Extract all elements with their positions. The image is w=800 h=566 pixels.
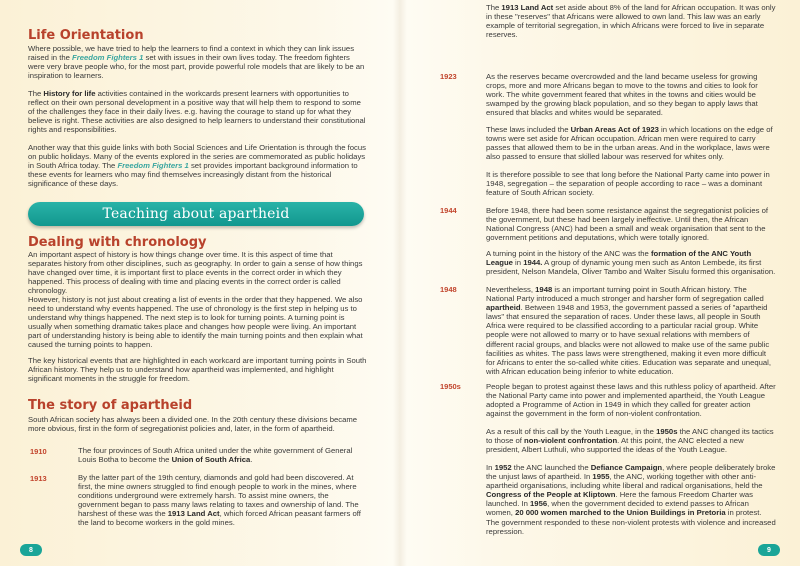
page-number-right: 9 bbox=[758, 544, 780, 556]
life-paragraph-3: Another way that this guide links with both Social Sciences and Life Orientation is through the focus on public holidays. Many of the events explored in the series are commemorated as public holidays in South Africa today. The Freedom Fighters 1 set provides important background information to these events for learners who may find themselves increasingly distant from the historical significance of these days. bbox=[28, 143, 367, 189]
right-page bbox=[400, 0, 800, 566]
chronology-paragraph-1: An important aspect of history is how things change over time. It is this aspect of time that separates history from other disciplines, such as geography. In order to gain a sense of how things have changed over time, it is important first to place events in the correct order in which they happened. This process of dealing with time and placing events in the correct order is called chronology. bbox=[28, 250, 363, 296]
life-paragraph-1: Where possible, we have tried to help the learners to find a context in which they can link issues raised in the Freedom Fighters 1 set with issues in their own lives today. The freedom fighters were very brave people who, for the most part, provide powerful role models that are likely to be an inspiration to learners. bbox=[28, 44, 365, 81]
chronology-paragraph-2: However, history is not just about creating a list of events in the order that they happened. We also need to understand why events happened. The use of chronology is the first step in helping us to understand why things happened. The next step is to look for turning points. A turning point is usually when something dramatic takes place and changes how people were living. An important part of understanding history is being able to identify the main turning points and then explain what caused the turning points to happen. bbox=[28, 295, 363, 350]
year-1948: 1948 bbox=[440, 285, 457, 294]
year-1923: 1923 bbox=[440, 72, 457, 81]
text-1948: Nevertheless, 1948 is an important turning point in South African history. The National Party introduced a much stronger and harsher form of segregation called apartheid. Between 1948 and 1953, the government passed a series of "apartheid laws" that ensured the separation of races. Under these laws, all people in South Africa were required to be classified according to a particular racial group. White people were not allowed to marry or to have sexual relations with members of different racial groups, and blacks were not allowed to make use of the same public facilities as whites. The pass laws were strengthened, making it even more difficult for Africans to enter the so-called white cities. Education was separate and unequal, with African education being inferior to white education. bbox=[486, 285, 772, 376]
life-orientation-heading: Life Orientation bbox=[28, 28, 144, 43]
year-1910: 1910 bbox=[30, 447, 47, 456]
text-1944-p1: Before 1948, there had been some resistance against the segregationist policies of the government, but these had been largely ineffective. Until then, the African National Congress (ANC) had been a small and weak organisation that sent to the government petitions and deputations, which were totally ignored. bbox=[486, 206, 769, 243]
text-1923-p3: It is therefore possible to see that long before the National Party came into power in 1948, segregation – the separation of people according to race – was a dominant feature of South African society. bbox=[486, 170, 770, 198]
text-1910: The four provinces of South Africa united under the white government of General Louis Botha to become the Union of South Africa. bbox=[78, 446, 353, 465]
text-1923-p1: As the reserves became overcrowded and the land became useless for growing crops, more and more Africans began to move to the towns and cities to look for work. The white government feared that whites in the towns and cities would be swamped by the growing black population, and so they began to apply laws that ensured that blacks and whites would be separated. bbox=[486, 72, 758, 118]
text-1913: By the latter part of the 19th century, diamonds and gold had been discovered. At first, the mine owners struggled to find enough people to work in the mines, where conditions underground were extremely harsh. To assist mine owners, the government began to pass many laws relating to taxes and ownership of land. The harshest of these was the 1913 Land Act, which forced African peasant farmers off the land to become workers in the gold mines. bbox=[78, 473, 361, 528]
chronology-heading: Dealing with chronology bbox=[28, 235, 207, 250]
year-1950s: 1950s bbox=[440, 382, 461, 391]
life-paragraph-2: The History for life activities contained in the workcards present learners with opportunities to reflect on their own personal development in a positive way that will help them to respond to some of the challenges they face in their daily lives. e.g. having the courage to stand up for what they believe is right. These activities are also designed to help learners to understand their constitutional rights and responsibilities. bbox=[28, 89, 366, 135]
year-1944: 1944 bbox=[440, 206, 457, 215]
text-1950s-p2: As a result of this call by the Youth League, in the 1950s the ANC changed its tactics to those of non-violent confrontation. At this point, the ANC elected a new president, Albert Luthuli, who supported the ideas of the Youth League. bbox=[486, 427, 774, 455]
text-1950s-p1: People began to protest against these laws and this ruthless policy of apartheid. After the National Party came into power and implemented apartheid, the Youth League adopted a Programme of Action in 1949 in which they called for greater action against the government in the form of non-violent confrontation. bbox=[486, 382, 776, 419]
chronology-paragraph-3: The key historical events that are highlighted in each workcard are important turning points in South African history. They help us to understand how apartheid was implemented, and highlight significant moments in the struggle for freedom. bbox=[28, 356, 367, 384]
year-1913: 1913 bbox=[30, 474, 47, 483]
text-1950s-p3: In 1952 the ANC launched the Defiance Campaign, where people deliberately broke the unjust laws of apartheid. In 1955, the ANC, working together with other anti-apartheid organisations, including white liberal and radical organisations, held the Congress of the People at Kliptown. Here the famous Freedom Charter was launched. In 1956, when the government decided to extend passes to African women, 20 000 women marched to the Union Buildings in Pretoria in protest. The government responded to these non-violent protests with violence and increased repression. bbox=[486, 463, 776, 536]
story-paragraph-1: South African society has always been a divided one. In the 20th century these divisions became more obvious, first in the form of segregationist policies and, later, in the form of apartheid. bbox=[28, 415, 358, 434]
land-act-paragraph: The 1913 Land Act set aside about 8% of the land for African occupation. It was only in these "reserves" that Africans were allowed to own land. This law was an early example of territorial segregation, in which Africans were forced to live in separate reserves. bbox=[486, 3, 776, 40]
text-1923-p2: These laws included the Urban Areas Act of 1923 in which locations on the edge of towns were set aside for African occupation. African men were required to carry passes that allowed them to be in the urban areas. And in the workplace, laws were also passed to ensure that skilled labour was reserved for whites only. bbox=[486, 125, 773, 162]
teaching-apartheid-banner: Teaching about apartheid bbox=[28, 202, 364, 226]
page-number-left: 8 bbox=[20, 544, 42, 556]
story-heading: The story of apartheid bbox=[28, 398, 193, 413]
text-1944-p2: A turning point in the history of the ANC was the formation of the ANC Youth League in 1944. A group of dynamic young men such as Anton Lembede, its first president, Nelson Mandela, Oliver Tambo and Walter Sisulu formed this organisation. bbox=[486, 249, 776, 277]
